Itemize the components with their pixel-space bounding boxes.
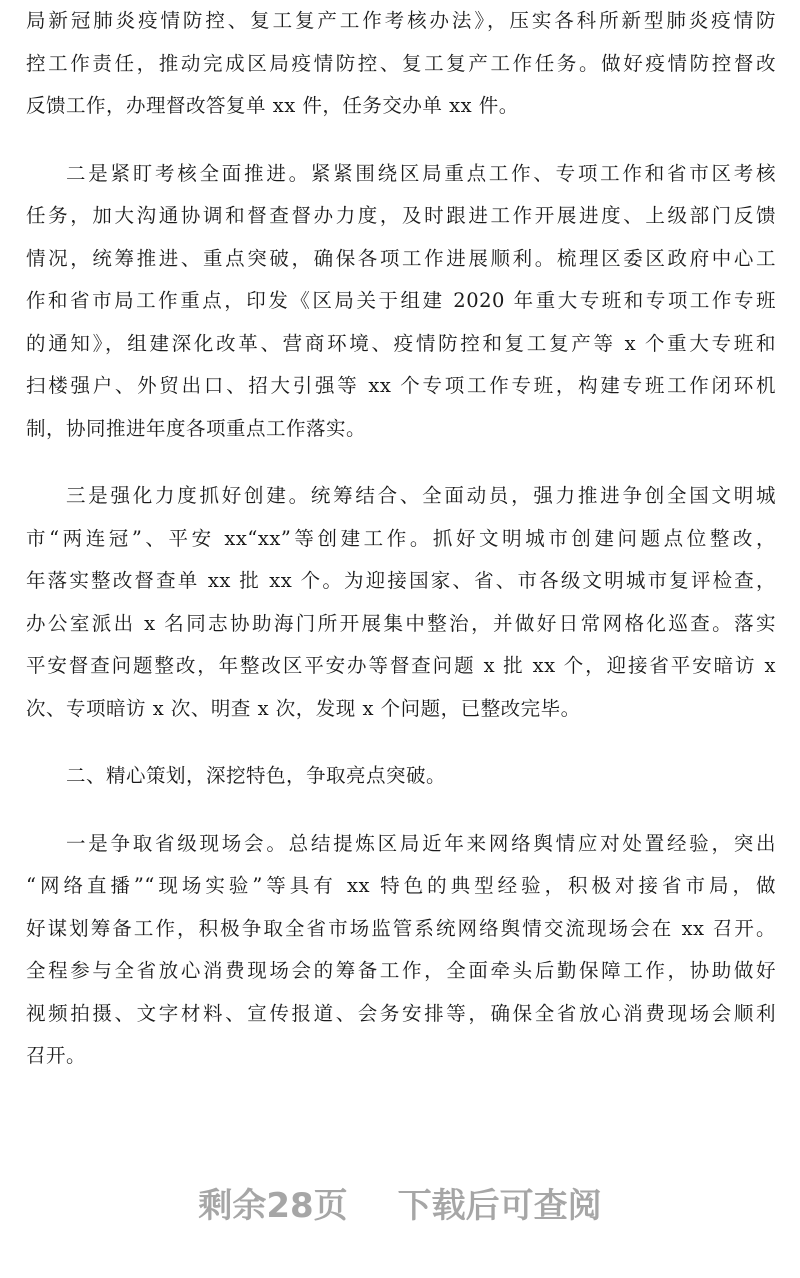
download-prompt[interactable] bbox=[0, 1172, 800, 1232]
text-line: 视频拍摄、文字材料、宣传报道、会务安排等，确保全省放心消费现场会顺利 bbox=[26, 1001, 776, 1025]
text-line: 好谋划筹备工作，积极争取全省市场监管系统网络舆情交流现场会在 xx 召开。 bbox=[26, 916, 776, 940]
text-line: 召开。 bbox=[26, 1044, 87, 1067]
section-heading bbox=[26, 755, 776, 798]
paragraph-2 bbox=[26, 153, 776, 451]
text-line: 的通知》，组建深化改革、营商环境、疫情防控和复工复产等 x 个重大专班和 bbox=[26, 331, 776, 355]
paragraph-5 bbox=[26, 823, 776, 1078]
text-line: 情况，统筹推进、重点突破，确保各项工作进展顺利。梳理区委区政府中心工 bbox=[26, 246, 776, 270]
text-line: 平安督查问题整改，年整改区平安办等督查问题 x 批 xx 个，迎接省平安暗访 x bbox=[26, 654, 776, 677]
text-line: 办公室派出 x 名同志协助海门所开展集中整治，并做好日常网格化巡查。落实 bbox=[26, 611, 776, 635]
paragraph-3 bbox=[26, 475, 776, 730]
text-line: 全程参与全省放心消费现场会的筹备工作，全面牵头后勤保障工作，协助做好 bbox=[26, 959, 776, 982]
text-line: 市“两连冠”、平安 xx“xx”等创建工作。抓好文明城市创建问题点位整改， bbox=[26, 526, 776, 550]
heading-line: 二、精心策划，深挖特色，争取亮点突破。 bbox=[66, 764, 447, 787]
text-line: 次、专项暗访 x 次、明查 x 次，发现 x 个问题，已整改完毕。 bbox=[26, 696, 581, 720]
text-line: 制，协同推进年度各项重点工作落实。 bbox=[26, 416, 367, 440]
text-line: 扫楼强户、外贸出口、招大引强等 xx 个专项工作专班，构建专班工作闭环机 bbox=[26, 374, 776, 397]
text-line: 作和省市局工作重点，印发《区局关于组建 2020 年重大专班和专项工作专班 bbox=[26, 289, 776, 312]
text-line: 局新冠肺炎疫情防控、复工复产工作考核办法》，压实各科所新型肺炎疫情防 bbox=[26, 9, 776, 32]
text-line: 反馈工作，办理督改答复单 xx 件，任务交办单 xx 件。 bbox=[26, 94, 519, 117]
text-line: 三是强化力度抓好创建。统筹结合、全面动员，强力推进争创全国文明城 bbox=[66, 484, 776, 507]
document-body bbox=[26, 0, 776, 1103]
text-line: 一是争取省级现场会。总结提炼区局近年来网络舆情应对处置经验，突出 bbox=[66, 831, 776, 855]
paragraph-1 bbox=[26, 0, 776, 128]
remaining-pages-label[interactable]: 剩余28页 bbox=[198, 1185, 348, 1226]
text-line: 任务，加大沟通协调和督查督办力度，及时跟进工作开展进度、上级部门反馈 bbox=[26, 204, 776, 227]
text-line: 控工作责任，推动完成区局疫情防控、复工复产工作任务。做好疫情防控督改 bbox=[26, 51, 776, 75]
text-line: “网络直播”“现场实验”等具有 xx 特色的典型经验，积极对接省市局，做 bbox=[26, 874, 776, 897]
text-line: 二是紧盯考核全面推进。紧紧围绕区局重点工作、专项工作和省市区考核 bbox=[66, 161, 776, 185]
download-to-view-label[interactable]: 下载后可查阅 bbox=[397, 1185, 602, 1226]
text-line: 年落实整改督查单 xx 批 xx 个。为迎接国家、省、市各级文明城市复评检查， bbox=[26, 569, 776, 592]
